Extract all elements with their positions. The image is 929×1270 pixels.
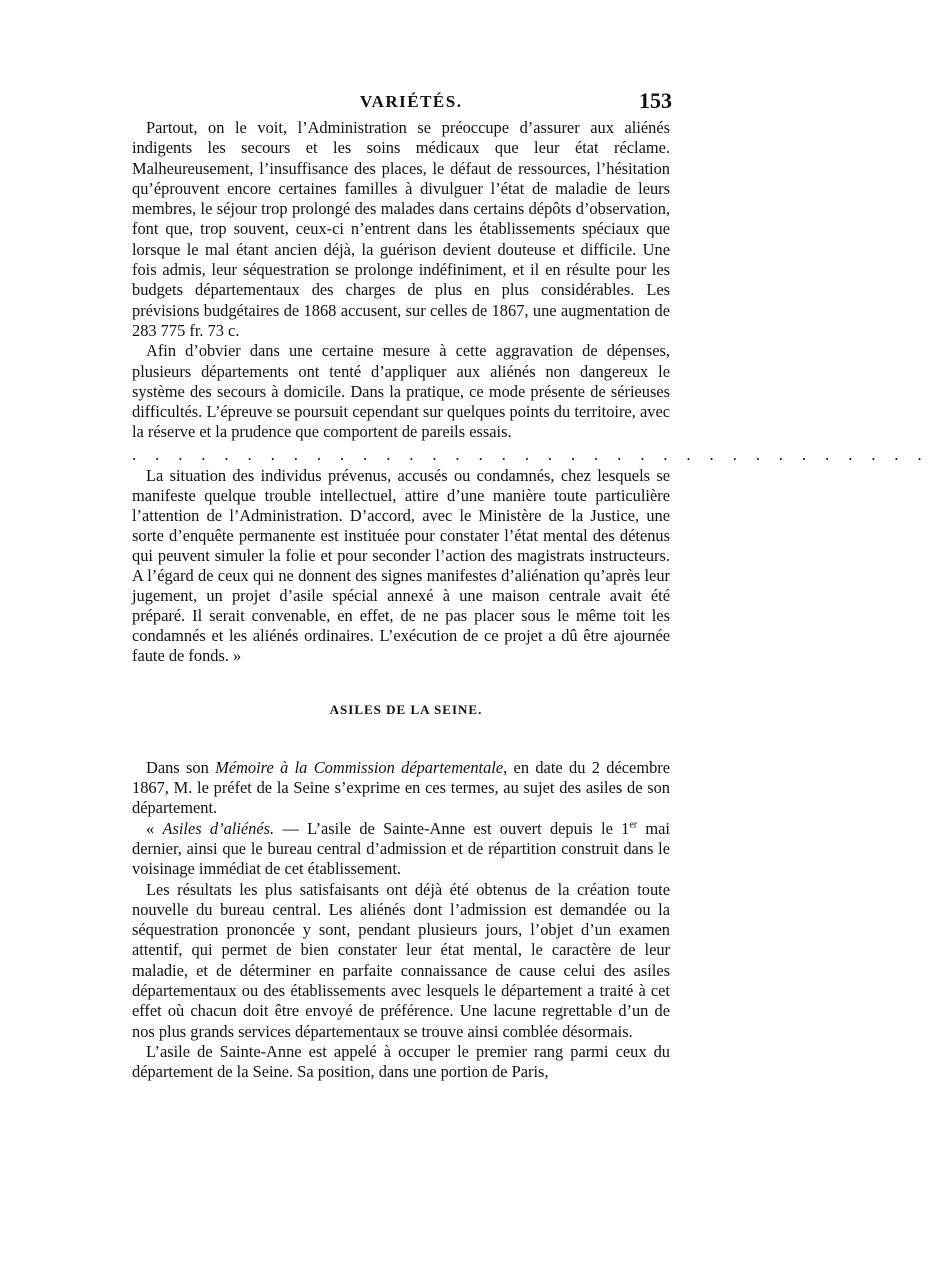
paragraph-secours-domicile: Afin d’obvier dans une certaine mesure à cette aggravation de dépenses, plusieurs départements ont tenté d’appliquer aux aliénés non dangereux le système des secours à domicile. Dans la pratique, ce mode présente de sérieuses difficultés. L’épreuve se poursuit cependant sur quelques points du territoire, avec la réserve et la prudence que comportent de pareils essais. — [132, 341, 670, 442]
asiles-heading: Asiles d’aliénés. — [162, 818, 275, 838]
section-title — [132, 702, 670, 718]
quote-open: « — [146, 818, 163, 838]
ordinal-superscript: er — [629, 819, 638, 831]
paragraph-resultats: Les résultats les plus satisfaisants ont déjà été obtenus de la création toute nouvelle du bureau central. Les aliénés dont l’admission est demandée ou la séquestration prononcée y sont, pendant plusieurs jours, l’objet d’un examen attentif, qui permet de bien constater leur état mental, le caractère de leur maladie, et de déterminer en parfaite connaissance de cause celui des asiles départementaux ou des établissements avec lesquels le département a traité à cet effet où chacun doit être envoyé de préférence. Une lacune regrettable d’un de nos plus grands services départementaux se trouve ainsi comblée désormais. — [132, 879, 670, 1041]
ellipsis-separator: . . . . . . . . . . . . . . . . . . . . . . . . . . . . . . . . . . . — [132, 444, 929, 464]
paragraph-sainte-anne: L’asile de Sainte-Anne est appelé à occuper le premier rang parmi ceux du département de la Seine. Sa position, dans une portion de Paris, — [132, 1041, 670, 1082]
paragraph-asiles-alienes — [132, 819, 670, 880]
section-title-text: ASILES DE LA SEINE. — [329, 701, 483, 717]
book-page — [132, 88, 929, 1083]
memoire-end: , en date du 2 décembre 1867, M. le préfet de la Seine s’exprime en ces termes, au sujet des asiles de son département. — [132, 757, 671, 818]
page-number: 153 — [639, 88, 672, 113]
running-title: VARIÉTÉS. — [360, 92, 463, 111]
paragraph-memoire — [132, 758, 670, 819]
memoire-start: Dans son — [146, 757, 216, 777]
asiles-mid: — L’asile de Sainte-Anne est ouvert depuis le 1 — [274, 818, 630, 838]
paragraph-administration: Partout, on le voit, l’Administration se préoccupe d’assurer aux aliénés indigents les secours et les soins médicaux que leur état réclame. Malheureusement, l’insuffisance des places, le défaut de ressources, l’hésitation qu’éprouvent encore certaines familles à divulguer l’état de maladie de leurs membres, le séjour trop prolongé des malades dans certains dépôts d’observation, font que, trop souvent, ceux-ci n’entrent dans les établissements spéciaux que lorsque le mal étant ancien déjà, la guérison devient douteuse et difficile. Une fois admis, leur séquestration se prolonge indéfiniment, et il en résulte pour les budgets départementaux des charges de plus en plus considérables. Les prévisions budgétaires de 1868 accusent, sur celles de 1867, une augmentation de 283 775 fr. 73 c. — [132, 118, 670, 340]
memoire-title: Mémoire à la Commission départementale — [215, 757, 504, 777]
asiles-end: mai dernier, ainsi que le bureau central d’admission et de répartition construit dans le voisinage immédiat de cet établissement. — [132, 818, 670, 879]
running-head — [132, 88, 670, 118]
paragraph-prevenus: La situation des individus prévenus, accusés ou condamnés, chez lesquels se manifeste quelque trouble intellectuel, attire d’une manière toute particulière l’attention de l’Administration. D’accord, avec le Ministère de la Justice, une sorte d’enquête permanente est instituée pour constater l’état mental des détenus qui peuvent simuler la folie et pour seconder l’action des magistrats instructeurs. A l’égard de ceux qui ne donnent des signes manifestes d’aliénation qu’après leur jugement, un projet d’asile spécial annexé à une maison centrale avait été préparé. Il serait convenable, en effet, de ne pas placer sous le même toit les condamnés et les aliénés ordinaires. L’exécution de ce projet a dû être ajournée faute de fonds. » — [132, 465, 670, 665]
